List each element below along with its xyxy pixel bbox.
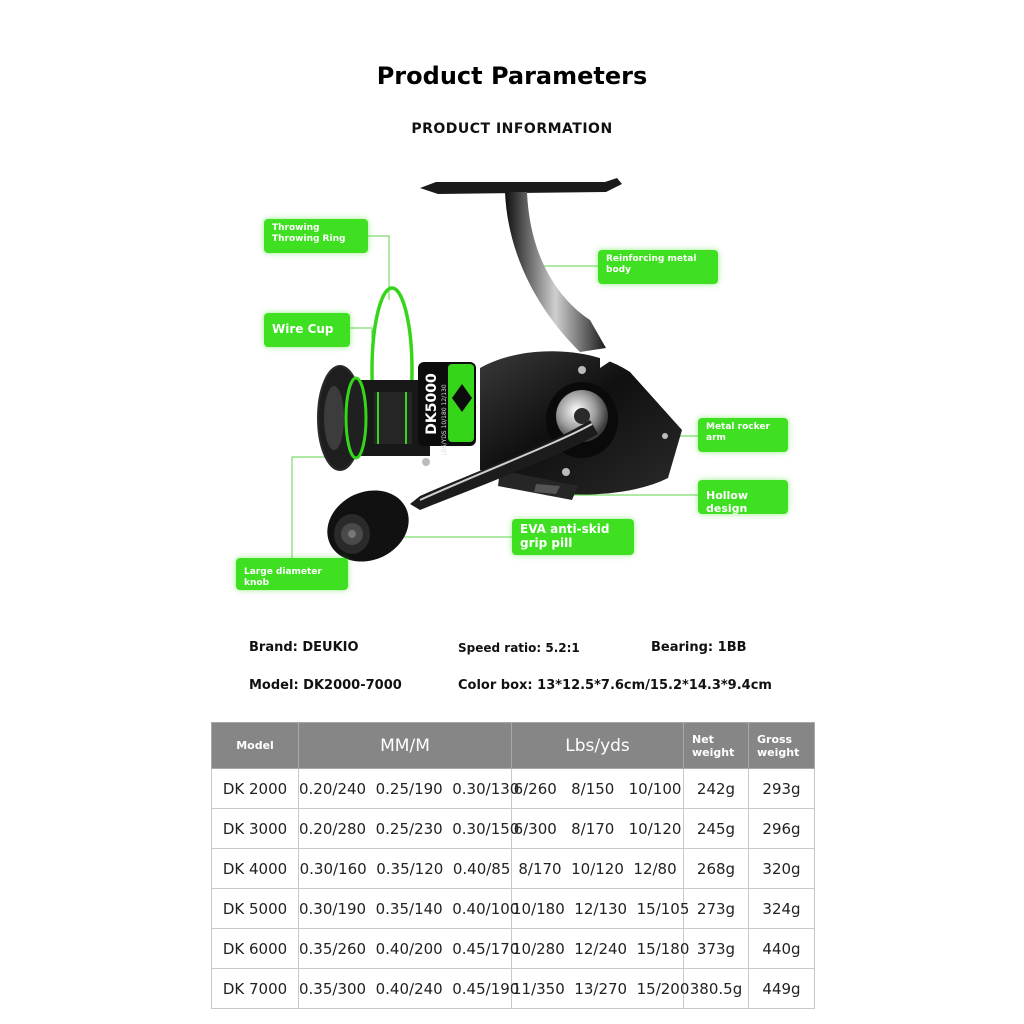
cell-net-weight: 380.5g [684, 969, 749, 1009]
cell-model: DK 4000 [212, 849, 299, 889]
cell-model: DK 3000 [212, 809, 299, 849]
table-row [212, 889, 815, 929]
table-row [212, 849, 815, 889]
header-gross-weight: Gross weight [749, 723, 815, 769]
cell-model: DK 7000 [212, 969, 299, 1009]
cell-mm-m: 0.35/260 0.40/200 0.45/170 [299, 929, 512, 969]
spec-color-box: Color box: 13*12.5*7.6cm/15.2*14.3*9.4cm [458, 678, 772, 693]
cell-model: DK 5000 [212, 889, 299, 929]
spec-table-body [212, 769, 815, 1009]
cell-net-weight: 273g [684, 889, 749, 929]
cell-net-weight: 373g [684, 929, 749, 969]
spec-model: Model: DK2000-7000 [249, 678, 402, 693]
cell-lbs-yds: 6/300 8/170 10/120 [512, 809, 684, 849]
header-mm-m: MM/M [299, 723, 512, 769]
cell-gross-weight: 449g [749, 969, 815, 1009]
callout-wire-cup: Wire Cup [264, 313, 350, 347]
page-subtitle: PRODUCT INFORMATION [411, 121, 613, 137]
cell-mm-m: 0.35/300 0.40/240 0.45/190 [299, 969, 512, 1009]
cell-model: DK 2000 [212, 769, 299, 809]
cell-gross-weight: 293g [749, 769, 815, 809]
callout-metal-body: Reinforcing metal body [598, 250, 718, 284]
cell-lbs-yds: 10/180 12/130 15/105 [512, 889, 684, 929]
cell-lbs-yds: 8/170 10/120 12/80 [512, 849, 684, 889]
table-row [212, 969, 815, 1009]
cell-net-weight: 245g [684, 809, 749, 849]
cell-lbs-yds: 6/260 8/150 10/100 [512, 769, 684, 809]
callout-large-knob: Large diameter knob [236, 558, 348, 590]
callout-hollow-design: Hollow design [698, 480, 788, 514]
cell-mm-m: 0.20/240 0.25/190 0.30/130 [299, 769, 512, 809]
spec-brand: Brand: DEUKIO [249, 640, 359, 655]
cell-net-weight: 268g [684, 849, 749, 889]
handle-stem [505, 192, 606, 352]
spool-spec-print: LBS/YDS 10/180 12/130 [441, 384, 448, 456]
cell-gross-weight: 440g [749, 929, 815, 969]
cell-model: DK 6000 [212, 929, 299, 969]
spec-bearing: Bearing: 1BB [651, 640, 747, 655]
spec-table-header [212, 723, 815, 769]
table-row [212, 769, 815, 809]
header-net-weight: Net weight [684, 723, 749, 769]
header-model: Model [212, 723, 299, 769]
spool-model-print: DK5000 [424, 373, 440, 435]
cell-gross-weight: 324g [749, 889, 815, 929]
spec-table [211, 722, 815, 1009]
cell-lbs-yds: 11/350 13/270 15/200 [512, 969, 684, 1009]
callout-throwing-ring: Throwing Throwing Ring [264, 219, 368, 253]
table-row [212, 929, 815, 969]
header-lbs-yds: Lbs/yds [512, 723, 684, 769]
page-title: Product Parameters [376, 62, 648, 90]
cell-mm-m: 0.20/280 0.25/230 0.30/150 [299, 809, 512, 849]
table-row [212, 809, 815, 849]
callout-rocker-arm: Metal rocker arm [698, 418, 788, 452]
cell-net-weight: 242g [684, 769, 749, 809]
spec-speed-ratio: Speed ratio: 5.2:1 [458, 641, 580, 655]
cell-lbs-yds: 10/280 12/240 15/180 [512, 929, 684, 969]
handle-crossbar [420, 178, 622, 194]
cell-gross-weight: 296g [749, 809, 815, 849]
cell-mm-m: 0.30/160 0.35/120 0.40/85 [299, 849, 512, 889]
callout-eva-grip: EVA anti-skid grip pill [512, 519, 634, 555]
cell-gross-weight: 320g [749, 849, 815, 889]
cell-mm-m: 0.30/190 0.35/140 0.40/100 [299, 889, 512, 929]
